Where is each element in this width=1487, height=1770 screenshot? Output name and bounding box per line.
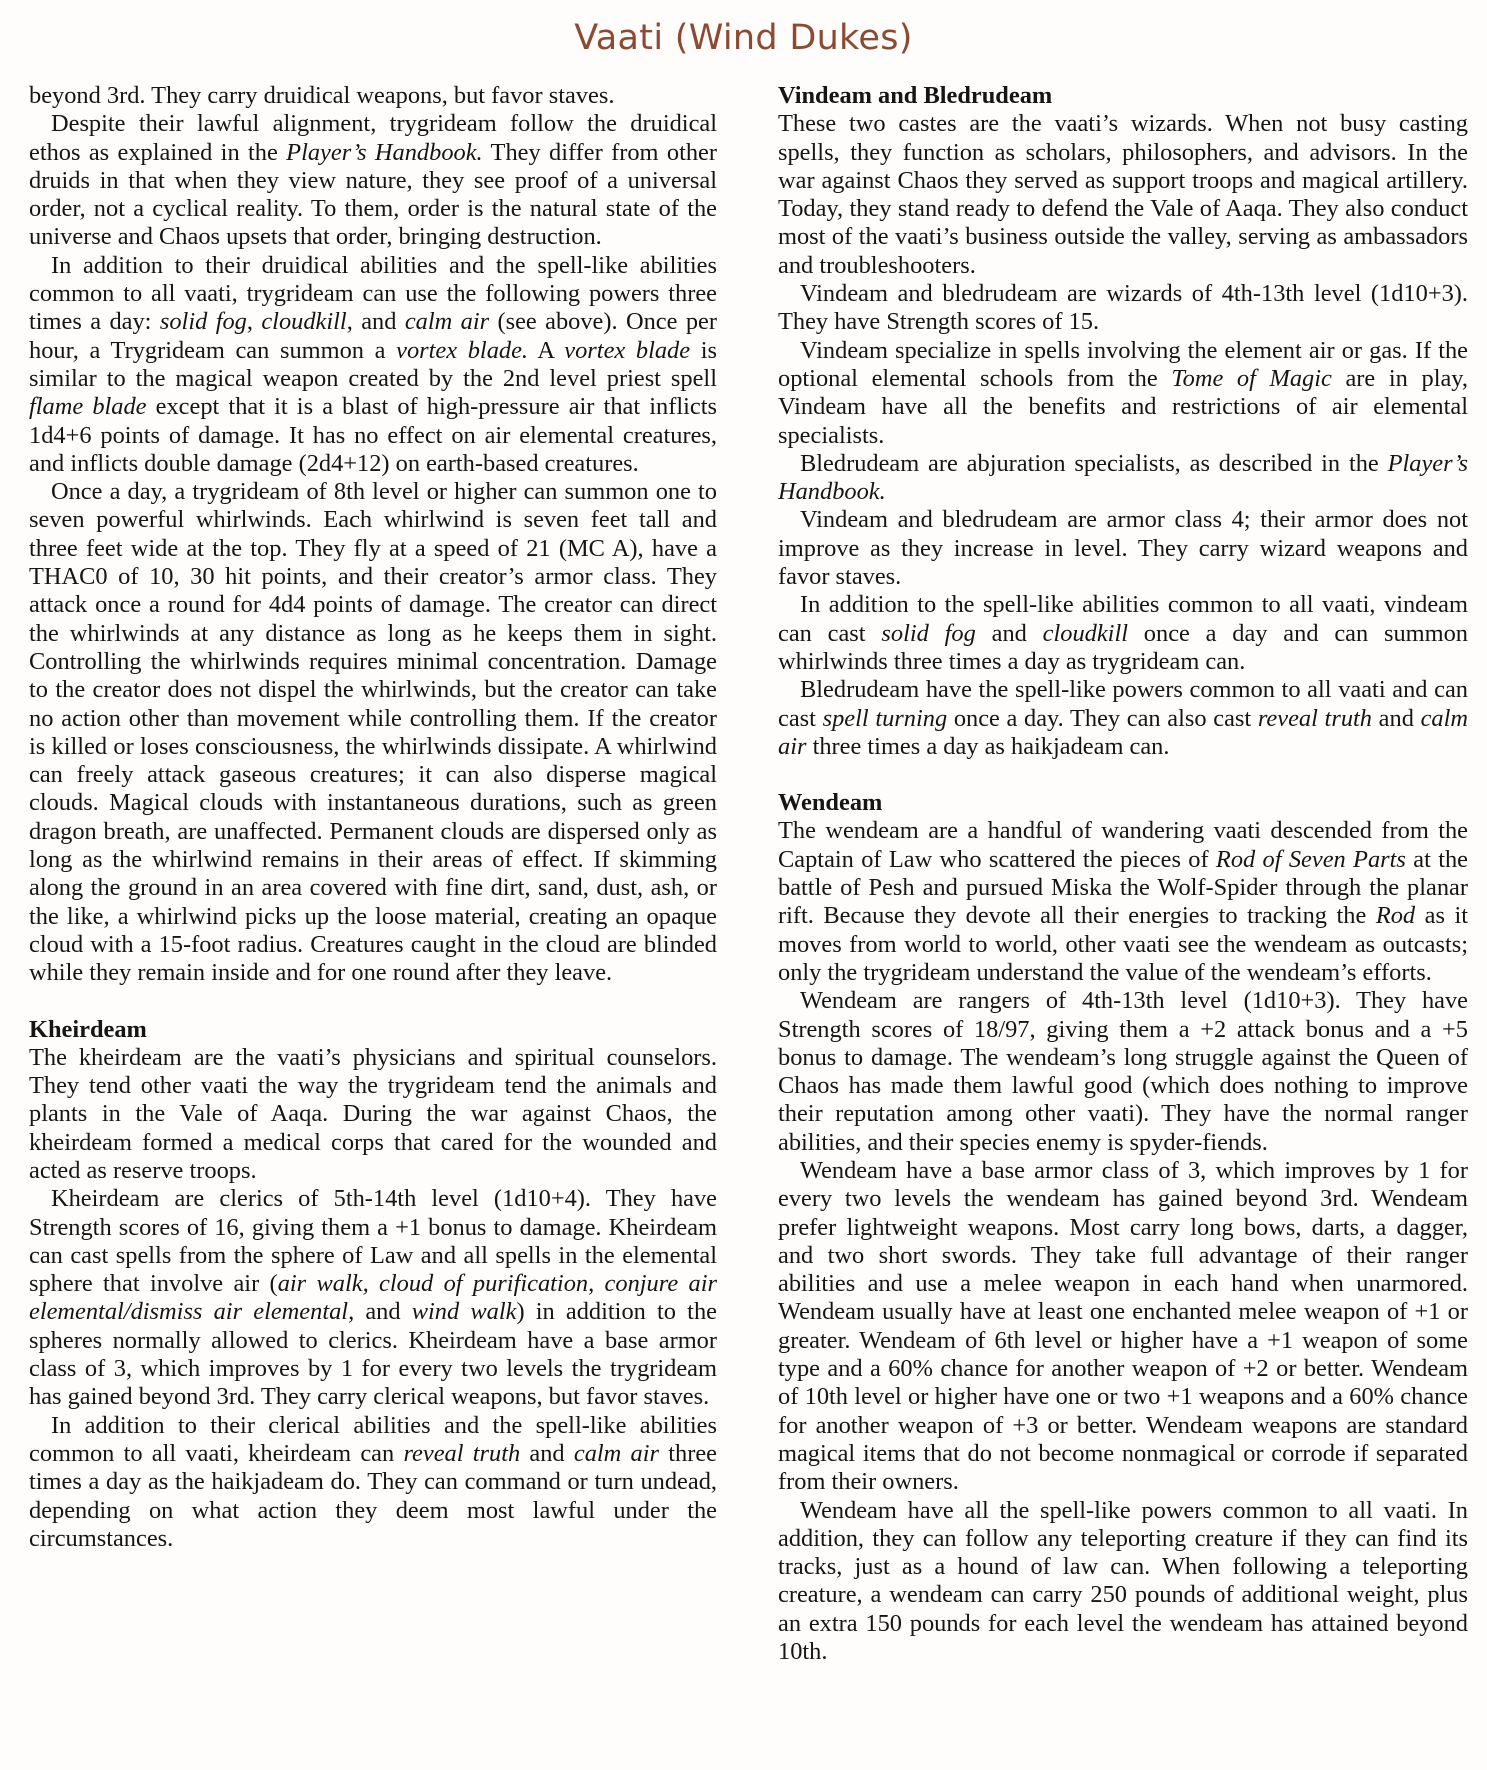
- paragraph: These two castes are the vaati’s wizards. When not busy casting spells, they function as scholars, philosophers, and advisors. In the war against Chaos they served as support troops and magical artillery. Today, they stand ready to defend the Vale of Aaqa. They also conduct most of the vaati’s business outside the valley, serving as ambassadors and troubleshooters.: [778, 110, 1468, 279]
- paragraph: beyond 3rd. They carry druidical weapons, but favor staves.: [29, 82, 615, 109]
- paragraph: In addition to their druidical abilities and the spell-like abilities common to all vaati, trygrideam can use the following powers three times a day: solid fog, cloudkill, and calm air (see above). Once per hour, a Trygrideam can summon a vortex blade. A vortex blade is similar to the magical weapon created by the 2nd level priest spell flame blade except that it is a blast of high-pressure air that inflicts 1d4+6 points of damage. It has no effect on air elemental creatures, and inflicts double damage (2d4+12) on earth-based creatures.: [29, 251, 718, 477]
- paragraph: Bledrudeam have the spell-like powers common to all vaati and can cast spell turning once a day. They can also cast reveal truth and calm air three times a day as haikjadeam can.: [778, 676, 1468, 760]
- paragraph: The kheirdeam are the vaati’s physicians and spiritual counselors. They tend other vaati the way the trygrideam tend the animals and plants in the Vale of Aaqa. During the war against Chaos, the kheirdeam formed a medical corps that cared for the wounded and acted as reserve troops.: [29, 1043, 717, 1184]
- kheirdeam-section: [29, 1016, 717, 1554]
- page-title: Vaati (Wind Dukes): [574, 18, 913, 58]
- paragraph: In addition to their clerical abilities and the spell-like abilities common to all vaati, kheirdeam can reveal truth and calm air three times a day as the haikjadeam do. They can command or turn undead, depending on what action they deem most lawful under the circumstances.: [29, 1411, 717, 1552]
- paragraph: The wendeam are a handful of wandering vaati descended from the Captain of Law who scattered the pieces of Rod of Seven Parts at the battle of Pesh and pursued Miska the Wolf-Spider through the planar rift. Because they devote all their energies to tracking the Rod as it moves from world to world, other vaati see the wendeam as outcasts; only the trygrideam understand the value of the wendeam’s efforts.: [778, 817, 1468, 986]
- paragraph: Kheirdeam are clerics of 5th-14th level (1d10+4). They have Strength scores of 16, giving them a +1 bonus to damage. Kheirdeam can cast spells from the sphere of Law and all spells in the elemental sphere that involve air (air walk, cloud of purification, conjure air elemental/dismiss air elemental, and wind walk) in addition to the spheres normally allowed to clerics. Kheirdeam have a base armor class of 3, which improves by 1 for every two levels the trygrideam has gained beyond 3rd. They carry clerical weapons, but favor staves.: [29, 1185, 717, 1411]
- paragraph: Vindeam and bledrudeam are wizards of 4th-13th level (1d10+3). They have Strength scores of 15.: [778, 280, 1468, 336]
- paragraph: Bledrudeam are abjuration specialists, as described in the Player’s Handbook.: [778, 449, 1468, 506]
- paragraph: Vindeam and bledrudeam are armor class 4; their armor does not improve as they increase in level. They carry wizard weapons and favor staves.: [778, 506, 1468, 591]
- right-column: [778, 82, 1468, 1666]
- paragraph: Wendeam are rangers of 4th-13th level (1d10+3). They have Strength scores of 18/97, giving them a +2 attack bonus and a +5 bonus to damage. The wendeam’s long struggle against the Queen of Chaos has made them lawful good (which does nothing to improve their reputation among other vaati). They have the normal ranger abilities, and their species enemy is spyder-fiends.: [778, 987, 1468, 1156]
- section-heading: Vindeam and Bledrudeam: [778, 82, 1053, 109]
- paragraph: Wendeam have all the spell-like powers common to all vaati. In addition, they can follow any teleporting creature if they can find its tracks, just as a hound of law can. When following a teleporting creature, a wendeam can carry 250 pounds of additional weight, plus an extra 150 pounds for each level the wendeam has attained beyond 10th.: [778, 1496, 1468, 1666]
- wendeam-section: [778, 789, 1468, 1666]
- paragraph: Wendeam have a base armor class of 3, which improves by 1 for every two levels the wendeam has gained beyond 3rd. Wendeam prefer lightweight weapons. Most carry long bows, darts, a dagger, and two short swords. They take full advantage of their ranger abilities and use a melee weapon in each hand when unarmored. Wendeam usually have at least one enchanted melee weapon of +1 or greater. Wendeam of 6th level or higher have a +1 weapon of some type and a 60% chance for another weapon of +2 or better. Wendeam of 10th level or higher have one or two +1 weapons and a 60% chance for another weapon of +3 or better. Wendeam weapons are standard magical items that do not become nonmagical or corrode if separated from their owners.: [778, 1156, 1468, 1496]
- trygrideam-continued: [29, 82, 717, 988]
- paragraph: Once a day, a trygrideam of 8th level or higher can summon one to seven powerful whirlwinds. Each whirlwind is seven feet tall and three feet wide at the top. They fly at a speed of 21 (MC A), have a THAC0 of 10, 30 hit points, and their creator’s armor class. They attack once a round for 4d4 points of damage. The creator can direct the whirlwinds at any distance as long as he keeps them in sight. Controlling the whirlwinds requires minimal concentration. Damage to the creator does not dispel the whirlwinds, but the creator can take no action other than movement while controlling them. If the creator is killed or loses consciousness, the whirlwinds dissipate. A whirlwind can freely attack gaseous creatures; it can also disperse magical clouds. Magical clouds with instantaneous durations, such as green dragon breath, are unaffected. Permanent clouds are dispersed only as long as the whirlwind remains in their areas of effect. If skimming along the ground in an area covered with fine dirt, sand, dust, ash, or the like, a whirlwind picks up the loose material, creating an opaque cloud with a 15-foot radius. Creatures caught in the cloud are blinded while they remain inside and for one round after they leave.: [29, 478, 717, 987]
- left-column: [29, 82, 717, 1553]
- vindeam-section: [778, 82, 1468, 761]
- paragraph: Vindeam specialize in spells involving the element air or gas. If the optional elemental schools from the Tome of Magic are in play, Vindeam have all the benefits and restrictions of air elemental specialists.: [778, 336, 1469, 449]
- section-heading: Wendeam: [778, 789, 883, 817]
- paragraph: In addition to the spell-like abilities common to all vaati, vindeam can cast solid fog and cloudkill once a day and can summon whirlwinds three times a day as trygrideam can.: [778, 591, 1469, 675]
- section-heading: Kheirdeam: [29, 1015, 147, 1043]
- paragraph: Despite their lawful alignment, trygrideam follow the druidical ethos as explained in the Player’s Handbook. They differ from other druids in that when they view nature, they see proof of a universal order, not a cyclical reality. To them, order is the natural state of the universe and Chaos upsets that order, bringing destruction.: [29, 110, 717, 251]
